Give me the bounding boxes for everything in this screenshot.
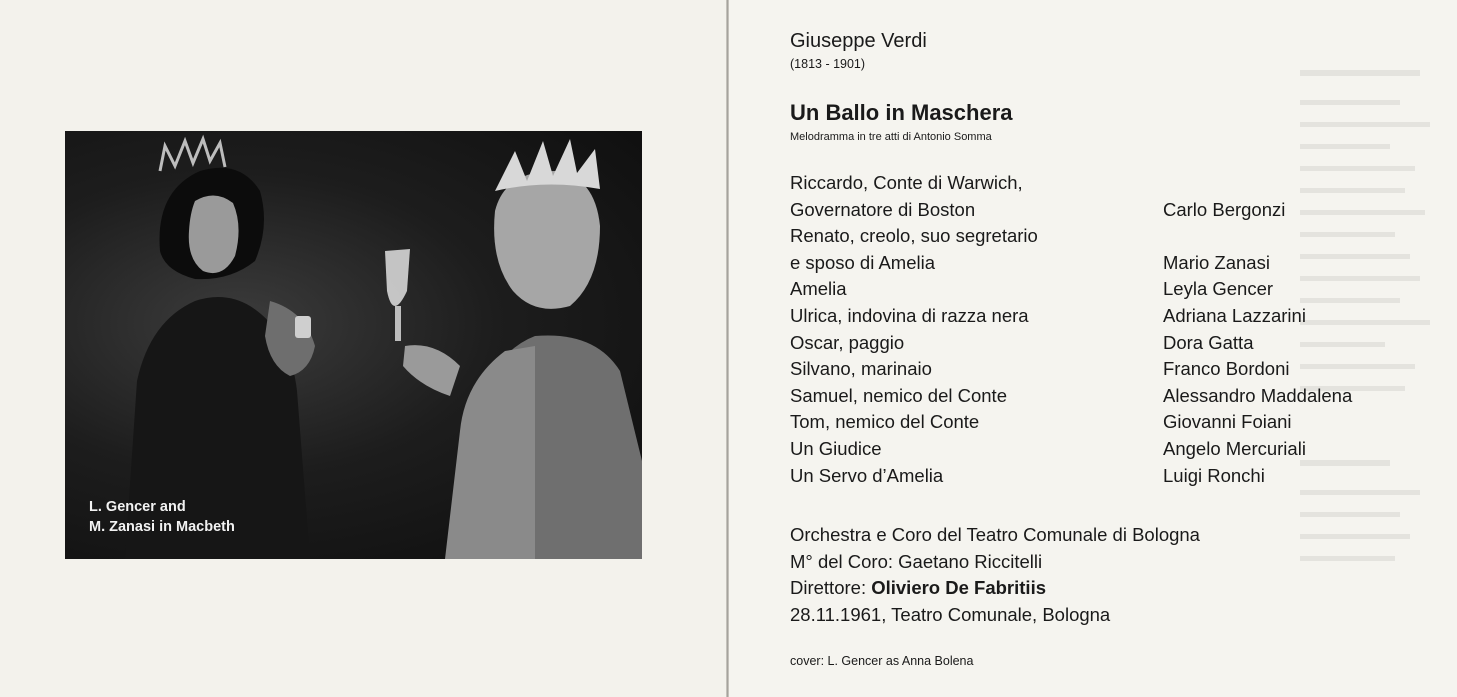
conductor-name: Oliviero De Fabritiis [871, 577, 1046, 598]
cast-singer: Angelo Mercuriali [1163, 437, 1306, 459]
photo-caption-line-2: M. Zanasi in Macbeth [89, 519, 235, 535]
cast-row [790, 197, 1390, 224]
cast-singer: Leyla Gencer [1163, 278, 1274, 300]
chorus-master-credit: M° del Coro: Gaetano Riccitelli [790, 550, 1043, 572]
photo-caption [89, 497, 235, 537]
cast-singer: Carlo Bergonzi [1163, 198, 1286, 220]
photo-caption-line-1: L. Gencer and [89, 499, 186, 515]
composer-dates: (1813 - 1901) [790, 57, 866, 71]
cast-singer: Giovanni Foiani [1163, 411, 1292, 433]
cast-row [790, 436, 1390, 463]
cast-role: Governatore di Boston [790, 198, 976, 220]
stage-photo [65, 131, 642, 559]
cast-list [790, 170, 1390, 489]
cast-role: Oscar, paggio [790, 331, 905, 353]
conductor-label: Direttore: [790, 577, 867, 598]
cast-role: Samuel, nemico del Conte [790, 384, 1007, 406]
cast-row [790, 303, 1390, 330]
cast-singer: Luigi Ronchi [1163, 464, 1265, 486]
composer-name: Giuseppe Verdi [790, 30, 927, 52]
cast-role: Renato, creolo, suo segretario [790, 225, 1038, 247]
cast-singer: Dora Gatta [1163, 331, 1254, 353]
opera-subtitle: Melodramma in tre atti di Antonio Somma [790, 131, 992, 143]
opera-title: Un Ballo in Maschera [790, 100, 1013, 125]
cast-singer: Mario Zanasi [1163, 251, 1270, 273]
cast-row [790, 330, 1390, 357]
recording-info: 28.11.1961, Teatro Comunale, Bologna [790, 603, 1111, 625]
cast-role: Un Servo d’Amelia [790, 464, 944, 486]
cast-row [790, 409, 1390, 436]
stage-photo-image [65, 131, 642, 559]
left-page [0, 0, 727, 697]
cast-role: Un Giudice [790, 437, 882, 459]
cast-row [790, 276, 1390, 303]
cast-role: Ulrica, indovina di razza nera [790, 304, 1029, 326]
cast-singer: Franco Bordoni [1163, 358, 1290, 380]
cast-row [790, 383, 1390, 410]
conductor-credit [790, 575, 1200, 602]
cast-row [790, 356, 1390, 383]
credits [790, 522, 1200, 628]
cast-role: e sposo di Amelia [790, 251, 936, 273]
cast-row [790, 250, 1390, 277]
cast-singer: Adriana Lazzarini [1163, 304, 1306, 326]
cast-role: Tom, nemico del Conte [790, 411, 980, 433]
orchestra-credit: Orchestra e Coro del Teatro Comunale di Bologna [790, 524, 1200, 545]
cast-row [790, 170, 1390, 197]
cast-role: Silvano, marinaio [790, 358, 932, 380]
cast-row [790, 463, 1390, 490]
cast-singer: Alessandro Maddalena [1163, 384, 1353, 406]
cast-role: Amelia [790, 278, 847, 300]
cast-row [790, 223, 1390, 250]
cast-role: Riccardo, Conte di Warwich, [790, 172, 1023, 193]
cover-note: cover: L. Gencer as Anna Bolena [790, 654, 974, 668]
